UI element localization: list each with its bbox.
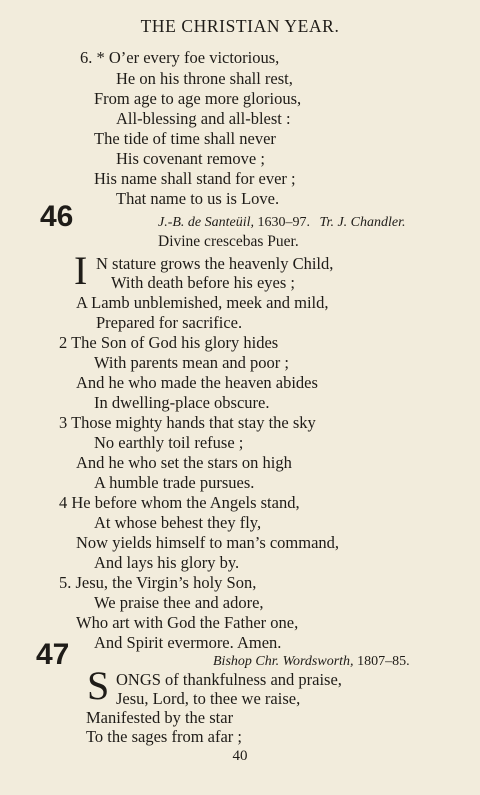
- latin-title: Divine crescebas Puer.: [158, 233, 299, 250]
- verse-line: In dwelling-place obscure.: [94, 393, 270, 412]
- verse-line: From age to age more glorious,: [94, 89, 302, 108]
- verse-line: And lays his glory by.: [94, 553, 240, 572]
- verse-line: And he who made the heaven abides: [76, 373, 318, 392]
- author-name: Bishop Chr. Wordsworth,: [213, 654, 354, 669]
- verse-line: 4 He before whom the Angels stand,: [59, 493, 300, 512]
- drop-cap: S: [87, 663, 110, 708]
- verse-line: Prepared for sacrifice.: [96, 313, 243, 332]
- verse-line: 2 The Son of God his glory hides: [59, 333, 279, 352]
- verse-line: Manifested by the star: [86, 708, 234, 727]
- translator: Tr. J. Chandler.: [319, 215, 406, 230]
- verse-line: His name shall stand for ever ;: [94, 169, 296, 188]
- verse-line: Jesu, Lord, to thee we raise,: [116, 689, 301, 708]
- verse-line: That name to us is Love.: [116, 189, 280, 208]
- page-number: 40: [232, 748, 248, 764]
- verse-line: And Spirit evermore. Amen.: [94, 633, 282, 652]
- verse-line: 5. Jesu, the Virgin’s holy Son,: [59, 573, 257, 592]
- verse-line: ONGS of thankfulness and praise,: [116, 670, 342, 689]
- verse-line: All-blessing and all-blest :: [116, 109, 291, 128]
- hymn-number: 46: [40, 200, 74, 233]
- verse-line: He on his throne shall rest,: [116, 69, 293, 88]
- verse-line: With parents mean and poor ;: [94, 353, 289, 372]
- running-header: THE CHRISTIAN YEAR.: [140, 16, 340, 36]
- drop-cap: I: [74, 248, 88, 293]
- verse-line: Who art with God the Father one,: [76, 613, 299, 632]
- verse-line: A humble trade pursues.: [94, 473, 255, 492]
- verse-line: To the sages from afar ;: [86, 727, 242, 746]
- verse-line: And he who set the stars on high: [76, 453, 292, 472]
- verse-line: N stature grows the heavenly Child,: [96, 254, 334, 273]
- verse-line: His covenant remove ;: [116, 149, 265, 168]
- hymn-number: 47: [36, 638, 70, 671]
- verse-line: 6. * O’er every foe victorious,: [80, 48, 280, 67]
- verse-line: We praise thee and adore,: [94, 593, 264, 612]
- verse-line: Now yields himself to man’s command,: [76, 533, 340, 552]
- verse-line: With death before his eyes ;: [111, 273, 295, 292]
- author-name: J.-B. de Santeüil,: [158, 215, 255, 230]
- hymn-attribution: [213, 653, 410, 671]
- verse-line: 3 Those mighty hands that stay the sky: [59, 413, 316, 432]
- author-dates: 1807–85.: [357, 654, 410, 669]
- verse-line: A Lamb unblemished, meek and mild,: [76, 293, 329, 312]
- hymn-attribution: [158, 214, 406, 232]
- author-dates: 1630–97.: [257, 215, 311, 230]
- verse-line: At whose behest they fly,: [94, 513, 262, 532]
- verse-line: No earthly toil refuse ;: [94, 433, 244, 452]
- verse-line: The tide of time shall never: [94, 129, 276, 148]
